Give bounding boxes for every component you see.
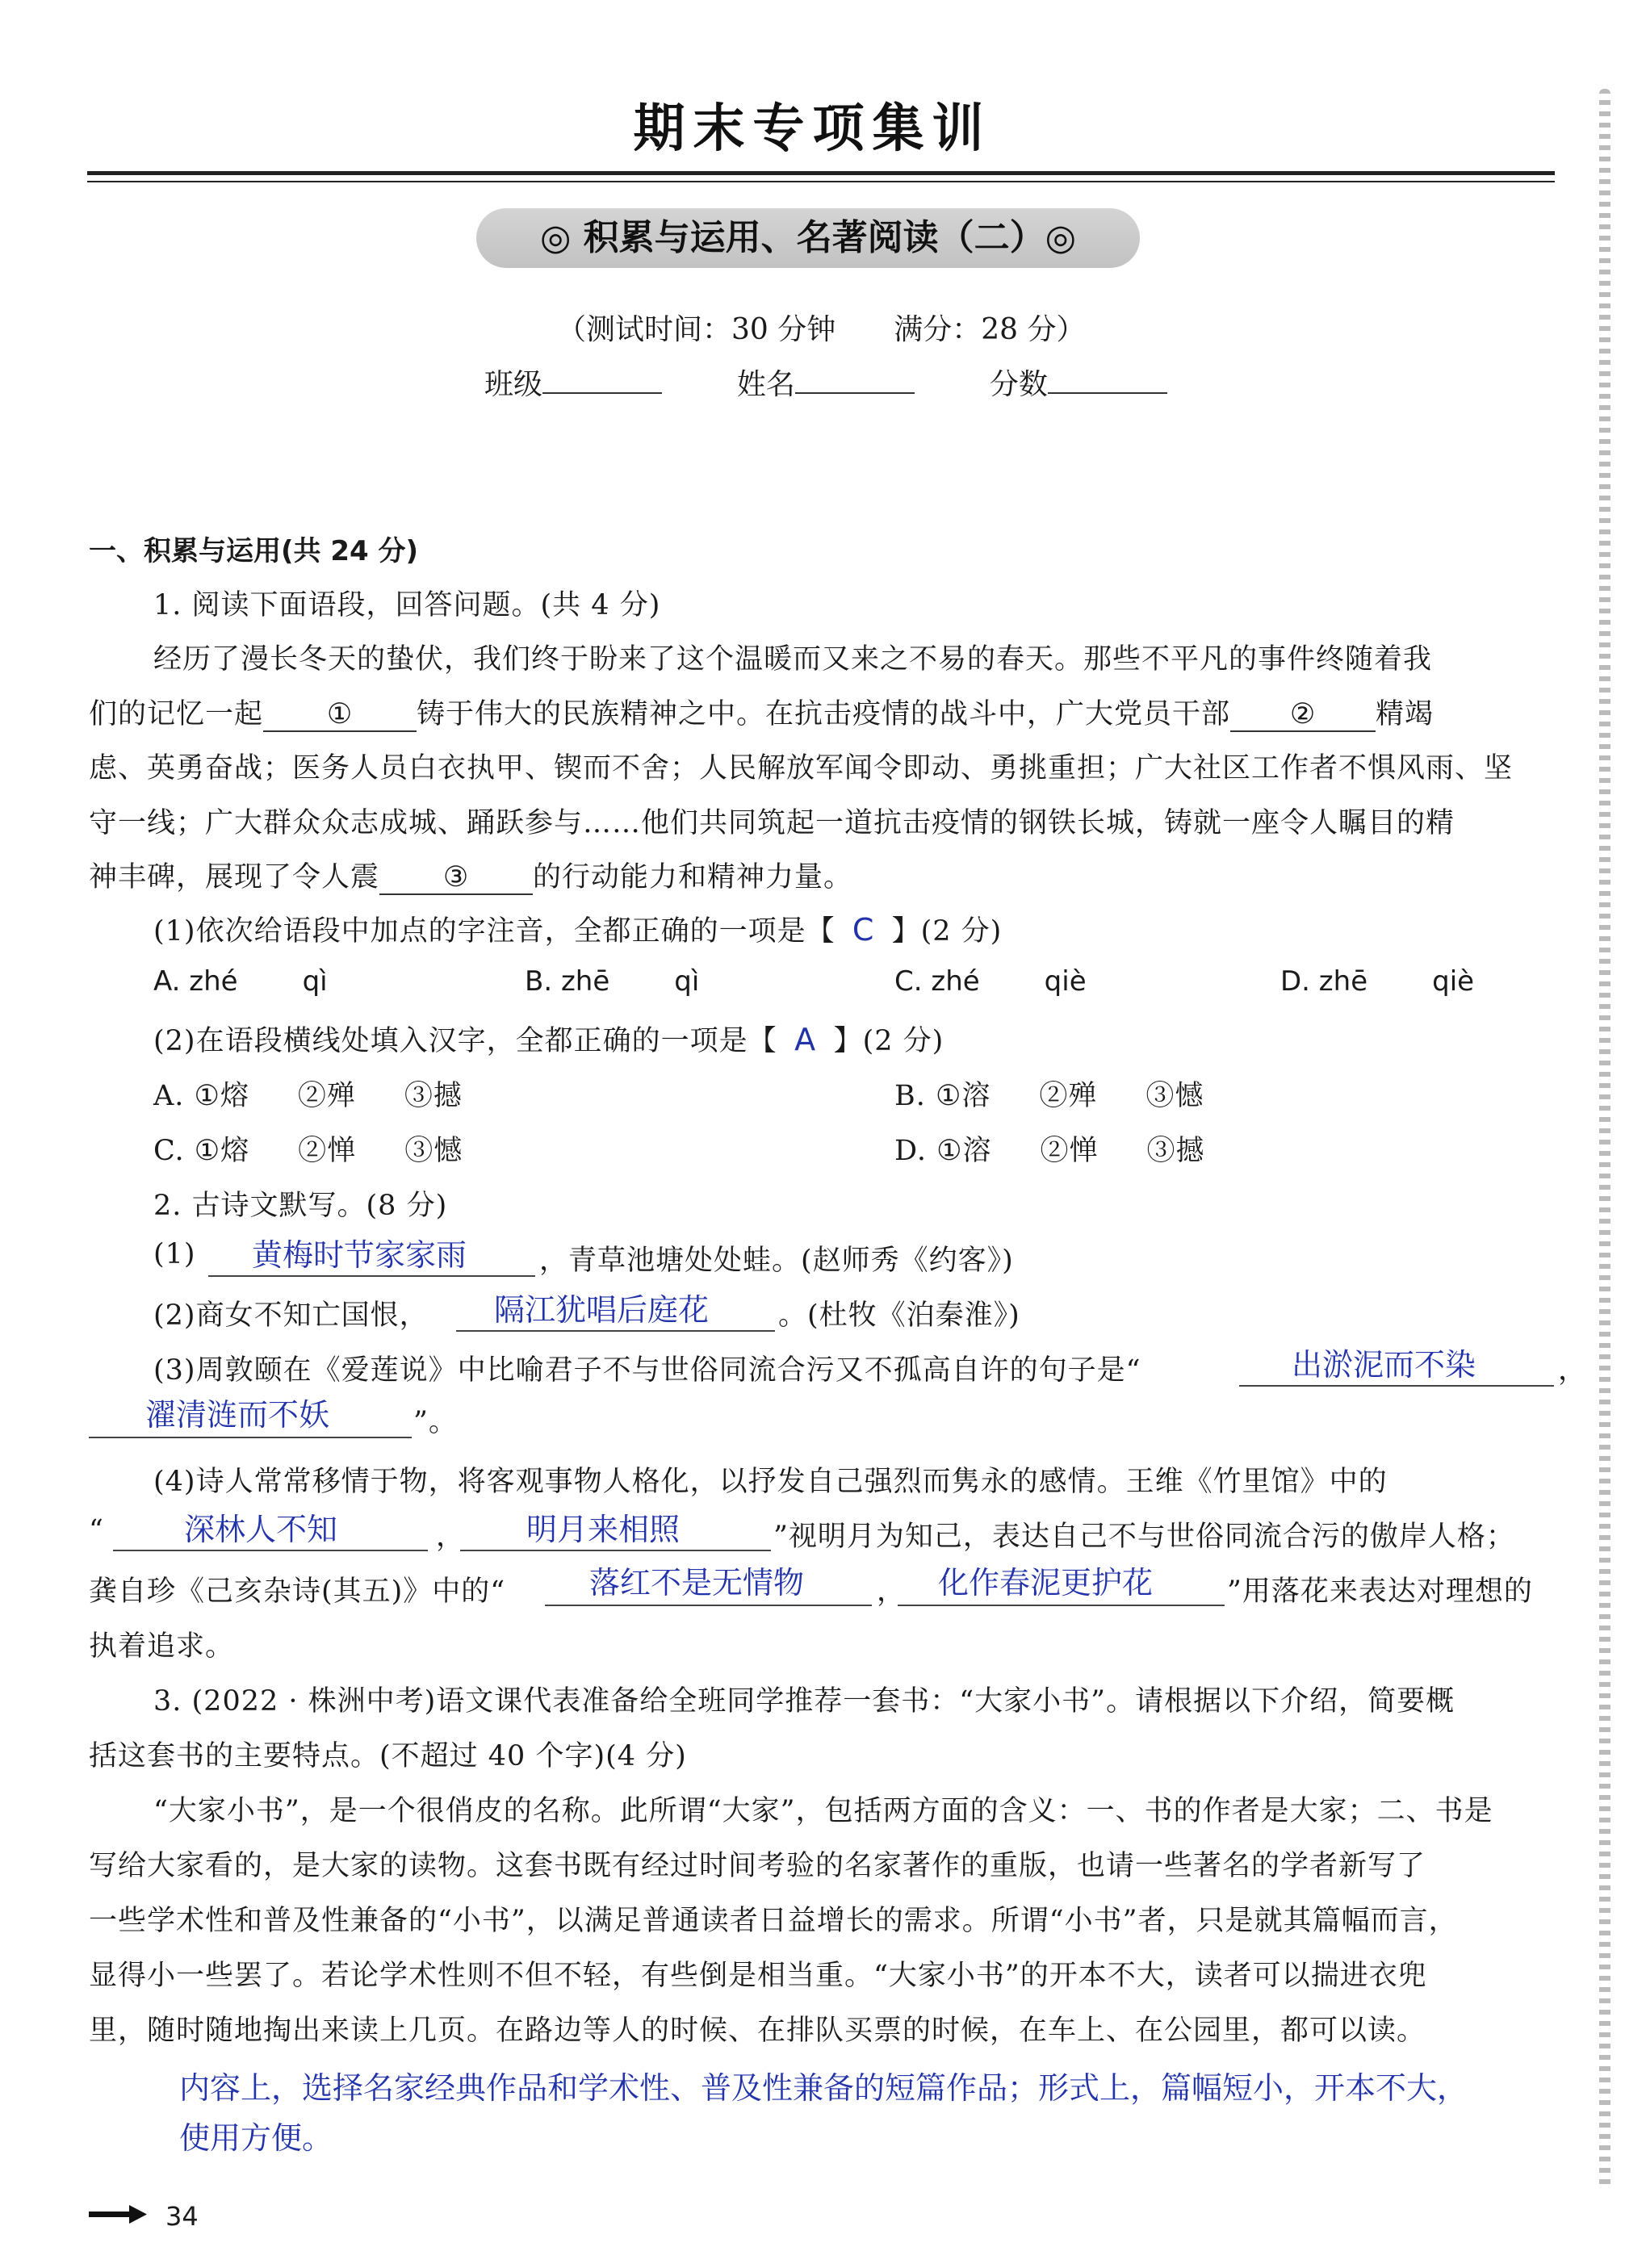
q2-line4-blank-2[interactable] <box>460 1550 771 1551</box>
option-value: ③撼 <box>1146 1135 1205 1167</box>
q1-sub1-stem <box>153 909 1002 949</box>
q3-stem-line1: 3. (2022 · 株洲中考)语文课代表准备给全班同学推荐一套书：“大家小书”。请根据以下介绍，简要概 <box>153 1685 1455 1718</box>
q1-sub2-stem <box>153 1019 944 1059</box>
section-banner: ◎ 积累与运用、名著阅读（二）◎ <box>476 208 1140 268</box>
page-title: 期末专项集训 <box>633 99 992 159</box>
q1-p2-text-a: 们的记忆一起 <box>89 698 264 730</box>
page-edge-decoration <box>1599 89 1610 2187</box>
q3-para-line5: 里，随时随地掏出来读上几页。在路边等人的时候、在排队买票的时候，在车上、在公园里，都可以读。 <box>89 2015 1426 2047</box>
q2-line4-answer-4: 化作春泥更护花 <box>938 1565 1154 1601</box>
blank-3[interactable]: ③ <box>379 861 533 895</box>
arrow-icon <box>89 2203 147 2224</box>
q1-sub2-text-b: 】(2 分) <box>833 1025 944 1057</box>
q3-para-line2: 写给大家看的，是大家的读物。这套书既有经过时间考验的名家著作的重版，也请一些著名的学者新写了 <box>89 1850 1426 1882</box>
q2-line4-blank-4[interactable] <box>898 1605 1225 1606</box>
q1-para-line1: 经历了漫长冬天的蛰伏，我们终于盼来了这个温暖而又来之不易的春天。那些不平凡的事件终随着我 <box>153 643 1433 676</box>
option-value: ③撼 <box>404 1080 463 1112</box>
q2-line4-text-2: 龚自珍《己亥杂诗(其五)》中的“ <box>89 1575 506 1608</box>
option-value: qì <box>302 965 328 998</box>
q2-line4-blank-1[interactable] <box>113 1550 428 1551</box>
q1-para-line2 <box>89 692 1434 732</box>
q2-line2-rest: 。(杜牧《泊秦淮》) <box>778 1299 1020 1332</box>
option-value: ③憾 <box>404 1135 463 1167</box>
q2-line4-text-3: ”用落花来表达对理想的 <box>1227 1575 1533 1608</box>
q1-para-line3: 虑、英勇奋战；医务人员白衣执甲、锲而不舍；人民解放军闻令即动、勇挑重担；广大社区工作者不惧风雨、坚 <box>89 752 1514 785</box>
q2-line3-prefix: (3)周敦颐在《爱莲说》中比喻君子不与世俗同流合污又不孤高自许的句子是“ <box>153 1354 1141 1387</box>
q1-sub1-text-b: 】(2 分) <box>891 915 1003 948</box>
q2-line4-intro: (4)诗人常常移情于物，将客观事物人格化，以抒发自己强烈而隽永的感情。王维《竹里馆》中的 <box>153 1466 1388 1498</box>
q1-sub2-option-a[interactable] <box>153 1073 463 1114</box>
class-blank[interactable] <box>542 392 662 394</box>
score-blank[interactable] <box>1048 392 1167 394</box>
blank-2[interactable]: ② <box>1230 698 1376 732</box>
q1-sub2-option-d[interactable] <box>894 1128 1204 1169</box>
option-letter: C. zhé <box>894 965 980 998</box>
score-label: 分数 <box>989 368 1048 401</box>
q2-line3-answer-2: 濯清涟而不妖 <box>145 1397 330 1433</box>
q1-para-line4: 守一线；广大群众众志成城、踊跃参与……他们共同筑起一道抗击疫情的钢铁长城，铸就一座令人瞩目的精 <box>89 807 1455 839</box>
page-number: 34 <box>165 2201 199 2232</box>
q3-answer-line1: 内容上，选择名家经典作品和学术性、普及性兼备的短篇作品；形式上，篇幅短小，开本不大， <box>179 2070 1468 2106</box>
q2-line2-blank[interactable] <box>456 1330 775 1332</box>
q3-stem-line2: 括这套书的主要特点。(不超过 40 个字)(4 分) <box>89 1740 687 1772</box>
student-fields <box>484 362 1167 403</box>
q2-line1-rest: ，青草池塘处处蛙。(赵师秀《约客》) <box>539 1245 1014 1277</box>
option-value: qì <box>674 965 700 998</box>
test-info: （测试时间：30 分钟 满分：28 分） <box>557 313 1086 346</box>
q2-line1-blank[interactable] <box>208 1275 535 1277</box>
q2-line4-text-4: 执着追求。 <box>89 1630 235 1663</box>
q2-line3-answer-1: 出淤泥而不染 <box>1292 1347 1476 1383</box>
q2-line4-comma-2: ， <box>877 1575 907 1608</box>
q1-p2-text-c: 精竭 <box>1376 698 1434 730</box>
q2-line4-answer-2: 明月来相照 <box>526 1512 681 1547</box>
q2-line2-prefix: (2)商女不知亡国恨， <box>153 1299 429 1332</box>
q2-line4-answer-3: 落红不是无情物 <box>589 1565 805 1601</box>
option-letter: A. zhé <box>153 965 238 998</box>
q2-stem: 2. 古诗文默写。(8 分) <box>153 1190 448 1222</box>
q1-p2-text-b: 铸于伟大的民族精神之中。在抗击疫情的战斗中，广大党员干部 <box>417 698 1231 730</box>
q1-sub2-answer[interactable]: A <box>794 1022 817 1057</box>
class-label: 班级 <box>484 368 543 401</box>
q2-line3-blank-1[interactable] <box>1239 1385 1554 1387</box>
option-letter: D. ①溶 <box>894 1135 992 1167</box>
q1-para-line5 <box>89 855 852 895</box>
q1-sub1-option-b[interactable] <box>525 965 699 998</box>
q1-sub1-text-a: (1)依次给语段中加点的字注音，全都正确的一项是【 <box>153 915 836 948</box>
q3-answer-line2: 使用方便。 <box>179 2120 333 2156</box>
q2-line4-comma-1: ， <box>436 1521 466 1553</box>
q1-sub1-option-a[interactable] <box>153 965 328 998</box>
option-letter: B. ①溶 <box>894 1080 991 1112</box>
q1-sub1-answer[interactable]: C <box>852 912 875 948</box>
title-rule-thick <box>87 171 1555 175</box>
q2-line3-comma: ， <box>1558 1354 1588 1387</box>
option-value: ②惮 <box>298 1135 357 1167</box>
option-letter: A. ①熔 <box>153 1080 249 1112</box>
q1-sub2-text-a: (2)在语段横线处填入汉字，全都正确的一项是【 <box>153 1025 777 1057</box>
q1-sub1-option-c[interactable] <box>894 965 1087 998</box>
option-value: ②惮 <box>1040 1135 1099 1167</box>
q1-sub2-option-c[interactable] <box>153 1128 463 1169</box>
q2-line1-answer: 黄梅时节家家雨 <box>252 1237 467 1273</box>
option-value: ③憾 <box>1145 1080 1204 1112</box>
option-value: ②殚 <box>1039 1080 1098 1112</box>
q1-sub1-option-d[interactable] <box>1280 965 1474 998</box>
q1-p5-text-b: 的行动能力和精神力量。 <box>533 861 853 893</box>
blank-1[interactable]: ① <box>263 698 417 732</box>
q2-line4-blank-3[interactable] <box>545 1605 872 1606</box>
q1-p5-text-a: 神丰碑，展现了令人震 <box>89 861 380 893</box>
option-letter: B. zhē <box>525 965 610 998</box>
option-letter: D. zhē <box>1280 965 1368 998</box>
title-rule-thin <box>87 181 1555 182</box>
q3-para-line1: “大家小书”，是一个很俏皮的名称。此所谓“大家”，包括两方面的含义：一、书的作者是大家；二、书是 <box>153 1795 1493 1827</box>
section-heading: 一、积累与运用(共 24 分) <box>89 535 419 567</box>
option-value: ②殚 <box>297 1080 356 1112</box>
option-value: qiè <box>1044 965 1087 998</box>
option-value: qiè <box>1432 965 1475 998</box>
name-label: 姓名 <box>736 368 795 401</box>
q2-line2-answer: 隔江犹唱后庭花 <box>494 1292 710 1328</box>
q2-line4-quote-open: “ <box>89 1514 104 1546</box>
q2-line4-answer-1: 深林人不知 <box>184 1512 338 1547</box>
q2-line1-prefix: (1) <box>153 1238 196 1270</box>
q1-stem: 1. 阅读下面语段，回答问题。(共 4 分) <box>153 589 661 621</box>
name-blank[interactable] <box>795 392 915 394</box>
option-letter: C. ①熔 <box>153 1135 250 1167</box>
q2-line3-end: ”。 <box>413 1406 458 1438</box>
q3-para-line4: 显得小一些罢了。若论学术性则不但不轻，有些倒是相当重。“大家小书”的开本不大，读者可以揣进衣兜 <box>89 1960 1427 1992</box>
q3-para-line3: 一些学术性和普及性兼备的“小书”，以满足普通读者日益增长的需求。所谓“小书”者，只是就其篇幅而言， <box>89 1905 1458 1937</box>
q2-line3-blank-2[interactable] <box>89 1437 412 1438</box>
q2-line4-text-1: ”视明月为知己，表达自己不与世俗同流合污的傲岸人格； <box>773 1521 1515 1553</box>
q1-sub2-option-b[interactable] <box>894 1073 1204 1114</box>
